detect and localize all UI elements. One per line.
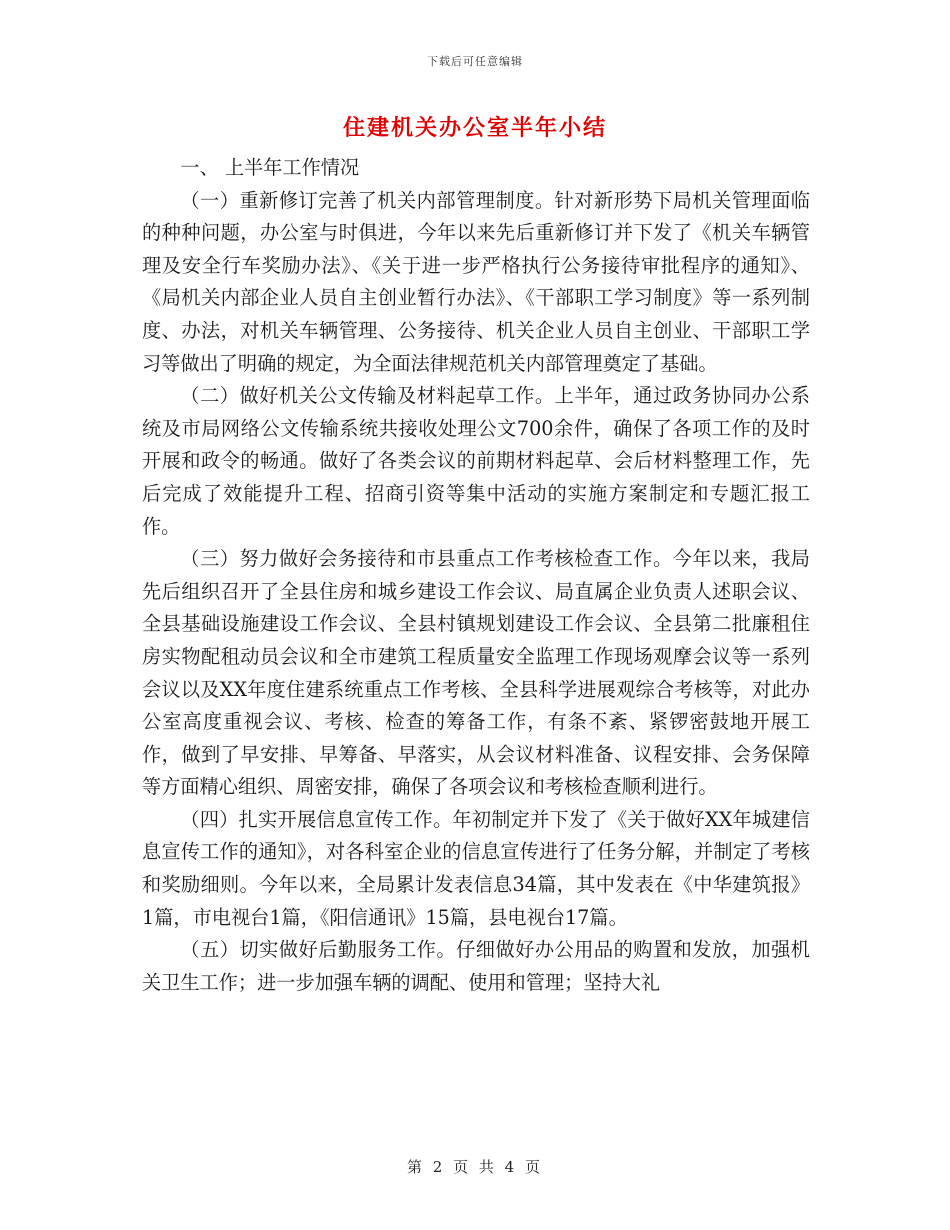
paragraph-4: （四）扎实开展信息宣传工作。年初制定并下发了《关于做好XX年城建信息宣传工作的通知》，对各科室企业的信息宣传进行了任务分解，并制定了考核和奖励细则。今年以来，全局累计发表信息34篇，其中发表在《中华建筑报》1篇，市电视台1篇，《阳信通讯》15篇，县电视台17篇。 [142, 807, 810, 929]
paragraph-3: （三）努力做好会务接待和市县重点工作考核检查工作。今年以来，我局先后组织召开了全县住房和城乡建设工作会议、局直属企业负责人述职会议、全县基础设施建设工作会议、全县村镇规划建设工作会议、全县第二批廉租住房实物配租动员会议和全市建筑工程质量安全监理工作现场观摩会议等一系列会议以及XX年度住建系统重点工作考核、全县科学进展观综合考核等，对此办公室高度重视会议、考核、检查的筹备工作，有条不紊、紧锣密鼓地开展工作，做到了早安排、早筹备、早落实，从会议材料准备、议程安排、会务保障等方面精心组织、周密安排，确保了各项会议和考核检查顺利进行。 [142, 547, 810, 799]
page-footer: 第 2 页 共 4 页 [407, 1158, 543, 1176]
paragraph-5: （五）切实做好后勤服务工作。仔细做好办公用品的购置和发放，加强机关卫生工作；进一步加强车辆的调配、使用和管理；坚持大礼 [142, 938, 810, 994]
paragraph-1: （一）重新修订完善了机关内部管理制度。针对新形势下局机关管理面临的种种问题，办公室与时俱进，今年以来先后重新修订并下发了《机关车辆管理及安全行车奖励办法》、《关于进一步严格执行公务接待审批程序的通知》、《局机关内部企业人员自主创业暂行办法》、《干部职工学习制度》等一系列制度、办法，对机关车辆管理、公务接待、机关企业人员自主创业、干部职工学习等做出了明确的规定，为全面法律规范机关内部管理奠定了基础。 [142, 188, 810, 375]
paragraph-2: （二）做好机关公文传输及材料起草工作。上半年，通过政务协同办公系统及市局网络公文传输系统共接收处理公文700余件，确保了各项工作的及时开展和政令的畅通。做好了各类会议的前期材料起草、会后材料整理工作，先后完成了效能提升工程、招商引资等集中活动的实施方案制定和专题汇报工作。 [142, 384, 810, 538]
section-heading: 一、 上半年工作情况 [180, 156, 360, 179]
document-title: 住建机关办公室半年小结 [342, 115, 607, 141]
header-note: 下载后可任意编辑 [427, 55, 523, 68]
document-body [142, 152, 810, 999]
